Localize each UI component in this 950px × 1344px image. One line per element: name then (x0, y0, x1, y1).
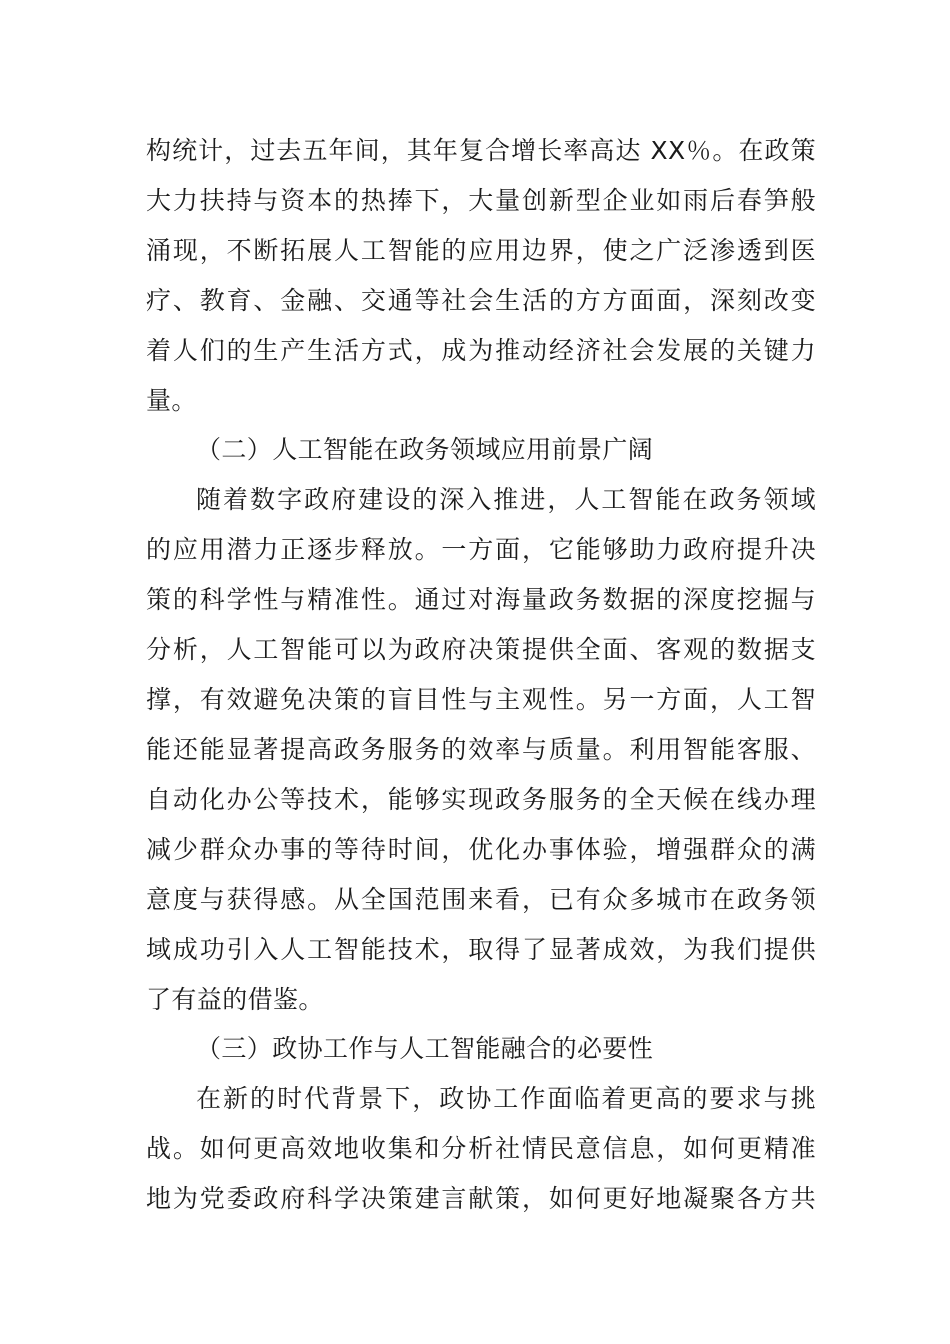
section-heading-3: （三）政协工作与人工智能融合的必要性 (196, 1034, 654, 1063)
text-line: 减少群众办事的等待时间，优化办事体验，增强群众的满 (146, 835, 816, 864)
text-line: 大力扶持与资本的热捧下，大量创新型企业如雨后春笋般 (146, 186, 816, 215)
text-line: 了有益的借鉴。 (146, 985, 324, 1014)
text-line: 涌现，不断拓展人工智能的应用边界，使之广泛渗透到医 (146, 236, 816, 265)
text-line: 疗、教育、金融、交通等社会生活的方方面面，深刻改变 (146, 286, 816, 315)
text-line: 能还能显著提高政务服务的效率与质量。利用智能客服、 (146, 735, 816, 764)
text-line: 自动化办公等技术，能够实现政务服务的全天候在线办理 (146, 785, 816, 814)
text-line: 战。如何更高效地收集和分析社情民意信息，如何更精准 (146, 1134, 816, 1163)
text-line: 构统计，过去五年间，其年复合增长率高达 XX％。在政策 (146, 136, 816, 165)
text-line: 意度与获得感。从全国范围来看，已有众多城市在政务领 (146, 885, 816, 914)
text-line: 随着数字政府建设的深入推进，人工智能在政务领域 (196, 485, 816, 514)
text-line: 着人们的生产生活方式，成为推动经济社会发展的关键力 (146, 336, 816, 365)
text-line: 分析，人工智能可以为政府决策提供全面、客观的数据支 (146, 635, 816, 664)
text-line: 量。 (146, 386, 197, 415)
section-heading-2: （二）人工智能在政务领域应用前景广阔 (196, 435, 654, 464)
text-line: 撑，有效避免决策的盲目性与主观性。另一方面，人工智 (146, 685, 816, 714)
text-line: 域成功引入人工智能技术，取得了显著成效，为我们提供 (146, 935, 816, 964)
text-line: 的应用潜力正逐步释放。一方面，它能够助力政府提升决 (146, 535, 816, 564)
text-line: 地为党委政府科学决策建言献策，如何更好地凝聚各方共 (146, 1184, 816, 1213)
text-line: 策的科学性与精准性。通过对海量政务数据的深度挖掘与 (146, 585, 816, 614)
text-line: 在新的时代背景下，政协工作面临着更高的要求与挑 (196, 1084, 816, 1113)
